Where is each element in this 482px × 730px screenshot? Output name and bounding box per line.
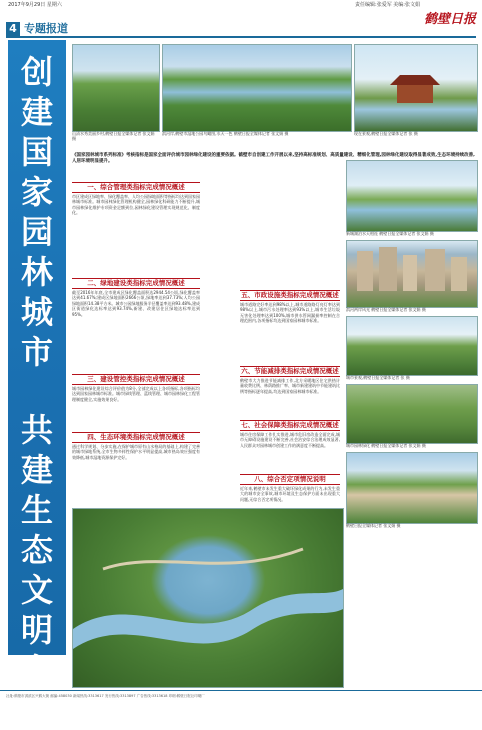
section-7-body: 城市住房保障工作扎实推进,城市危旧房改造全面完成,城市无障碍设施建设不断完善,社会治安综合治理成效显著,人民群众对园林城市创建工作的满意度不断提高。 — [240, 432, 340, 448]
banner-char: 园 — [20, 213, 53, 251]
section-8-title: 八、综合否定项情况说明 — [240, 474, 340, 485]
banner-char: 城 — [20, 293, 53, 331]
banner-char: 家 — [20, 173, 53, 211]
caption-2: 淇河岸,鹤壁市湿地公园鸟瞰图,水天一色 鹤壁日报全媒体记者 张文娟 摄 — [162, 131, 289, 136]
pavilion-icon — [355, 45, 477, 131]
section-title: 专题报道 — [24, 22, 68, 35]
section-5-body: 城市道路完好率达到98%以上,城市道路路灯亮灯率达到98%以上,城市污水处理率达到93%以上,城市生活垃圾无害化处理率达到100%,城市供水管网漏损率控制在合理范围内,各项指标均达到国家园林城市标准。 — [240, 302, 340, 324]
banner-char: 共 — [20, 411, 53, 449]
banner-line-1 — [8, 52, 66, 372]
section-4-body: 通过科学规划、分步实施,在保护城市原有山水格局的基础上,构建了完善的城市绿地系统,全市生物多样性保护水平明显提高,城市热岛效应强度有效降低,城市湿地资源保护完好。 — [72, 444, 200, 460]
page-number: 4 — [6, 22, 20, 36]
caption-6: 城市景观,鹤壁日报全媒体记者 张 摄 — [346, 375, 410, 380]
banner-char: 林 — [20, 253, 53, 291]
banner-char: 建 — [20, 93, 53, 131]
section-8-body: 近年来,鹤壁市未发生重大破坏绿化成果的行为,未发生重大的城市安全事故,城市环境及生态保护方面未出现重大问题,无综合否定项情况。 — [240, 486, 340, 502]
banner-char: 家 — [20, 651, 53, 689]
banner-char: 态 — [20, 531, 53, 569]
photo-pavilion — [354, 44, 478, 132]
photo-wetland-aerial — [162, 44, 352, 132]
banner-char: 生 — [20, 491, 53, 529]
photo-city-green — [346, 452, 478, 524]
section-1-body: 市区建成区绿地率、绿化覆盖率、人均公园绿地面积等指标均达到国家园林城市标准。城市园林绿化管理机构健全,园林绿化科研能力不断提升,城市园林绿化维护专项资金足额到位,园林绿化建设管理实现规范化、制度化。 — [72, 194, 200, 216]
photo-aerial-river-park — [72, 508, 344, 688]
banner-char: 市 — [20, 333, 53, 371]
banner-char: 文 — [20, 571, 53, 609]
section-6-title: 六、节能减排类指标完成情况概述 — [241, 367, 339, 375]
banner-char: 园 — [20, 691, 53, 729]
banner-char: 国 — [20, 133, 53, 171]
banner-char: 明 — [20, 611, 53, 649]
section-3-title: 三、建设管控类指标完成情况概述 — [72, 374, 200, 385]
caption-8: 鹤壁日报全媒体记者 张文娟 摄 — [346, 523, 401, 528]
page-header — [6, 22, 476, 38]
section-5-title: 五、市政设施类指标完成情况概述 — [241, 291, 339, 299]
footer-bar: 社址:鹤壁市淇滨区兴鹤大街 邮编:458030 新闻热线:3313617 发行热线:3313897 广告热线:3313618 印刷:鹤壁日报社印刷厂 — [0, 690, 482, 700]
photo-village — [72, 44, 160, 132]
top-bar — [0, 0, 482, 10]
issue-date: 2017年9月29日 星期六 — [8, 2, 62, 8]
section-1-title: 一、综合管理类指标完成情况概述 — [72, 182, 200, 193]
photo-park-path — [346, 316, 478, 376]
section-3-body: 城市园林绿化建设综合评价值为8分,全部完成以上各项指标,各项指标均达到国家园林城市标准。城市绿线管理、蓝线管理、城市园林绿化工程管理制度健全,实施效果良好。 — [72, 386, 200, 402]
buildings-icon — [347, 241, 477, 307]
newspaper-logo: 鹤壁日报 — [423, 12, 476, 27]
section-2-body: 截至2016年年底,全市建成区绿化覆盖面积达2944.54公顷,绿化覆盖率达到41.67%;建成区绿地面积2666公顷,绿地率达到37.73%;人均公园绿地面积14.38平方米。城市公园绿地服务半径覆盖率达到93.48%,建成区街道绿化达标率达到93.74%,新建、改建居住区绿地达标率达到95%。 — [72, 290, 200, 317]
banner-line-2 — [8, 410, 66, 730]
editors: 责任编辑:张爱军 美编:张文娟 — [355, 2, 420, 8]
banner-char: 建 — [20, 451, 53, 489]
photo-lake — [346, 160, 478, 232]
river-icon — [73, 509, 343, 687]
section-7-title: 七、社会保障类指标完成情况概述 — [241, 421, 339, 429]
section-4-title: 四、生态环境类指标完成情况概述 — [72, 432, 200, 443]
caption-1: 山清水秀美丽乡村,鹤壁日报全媒体记者 张文娟 摄 — [72, 131, 155, 141]
photo-residential — [346, 240, 478, 308]
section-6-body: 鹤壁市大力推进节能减排工作,北方采暖地区住宅供热计量收费比例、林荫路推广率、城市新建建筑中节能建筑比例等指标逐年提高,均达到国家园林城市标准。 — [240, 378, 340, 394]
caption-5: 淇河两岸风光 鹤壁日报全媒体记者 张文娟 摄 — [346, 307, 426, 312]
caption-3: 现在景观,鹤壁日报全媒体记者 张 摄 — [354, 131, 418, 136]
intro-paragraph: 《国家园林城市系列标准》考核指标是国家全面评价城市园林绿化建设的重要依据。鹤壁市自创建工作开展以来,坚持高标准规划、高质量建设、精细化管理,园林绿化建设取得显著成效,生态环境持续改善,人居环境明显提升。 — [72, 153, 475, 164]
caption-4: 新城湖泊水天相连 鹤壁日报全媒体记者 张文娟 摄 — [346, 231, 434, 236]
title-banner — [8, 40, 66, 729]
section-2-title: 二、绿地建设类指标完成情况概述 — [72, 278, 200, 289]
banner-char: 创 — [20, 53, 53, 91]
caption-7: 城市园林绿化 鹤壁日报全媒体记者 张文娟 摄 — [346, 443, 426, 448]
photo-trees — [346, 384, 478, 444]
